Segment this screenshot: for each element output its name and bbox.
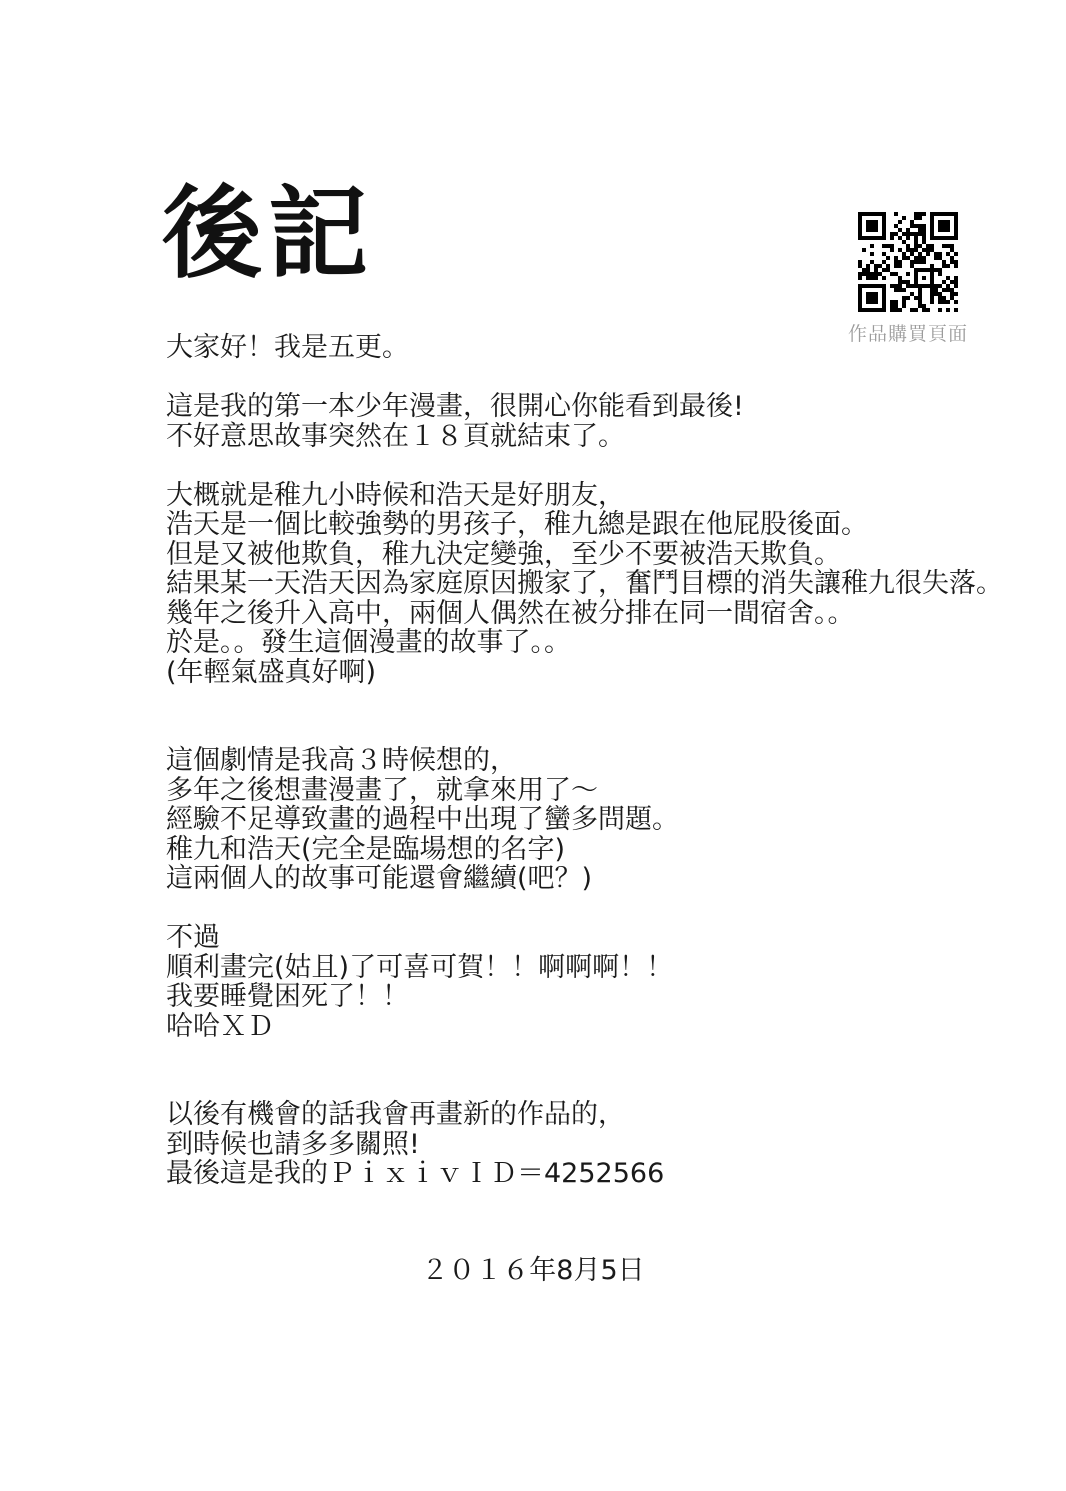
paragraph [166,333,1006,363]
qr-caption: 作品購買頁面 [847,323,968,345]
paragraph [166,392,1006,451]
text-line: 稚九和浩天(完全是臨場想的名字) [166,833,566,865]
text-line: (年輕氣盛真好啊) [166,656,377,688]
qr-block [843,212,973,346]
text-line: 順利畫完(姑且)了可喜可賀！！啊啊啊！！ [166,951,674,983]
afterword-text [166,333,1006,1189]
paragraph [166,923,1006,1041]
text-line: 經驗不足導致畫的過程中出現了蠻多問題。 [166,804,679,835]
text-line: 最後這是我的ＰｉｘｉｖＩＤ＝4252566 [166,1158,665,1189]
text-line: 浩天是一個比較強勢的男孩子，稚九總是跟在他屁股後面。 [166,509,868,540]
page-title: 後記 [162,174,374,292]
text-line: 大家好！我是五更。 [166,332,409,363]
text-line: 以後有機會的話我會再畫新的作品的， [166,1099,625,1130]
paragraph [166,481,1006,688]
qr-code [858,212,958,312]
text-line: 幾年之後升入高中，兩個人偶然在被分排在同一間宿舍。。 [166,597,855,629]
text-line: 我要睡覺困死了！！ [166,981,409,1012]
text-line: 這是我的第一本少年漫畫，很開心你能看到最後! [166,391,744,422]
text-line: 但是又被他欺負，稚九決定變強，至少不要被浩天欺負。 [166,538,841,570]
text-line: 不過 [166,922,220,953]
text-line: 到時候也請多多關照! [166,1128,420,1160]
paragraph [166,1100,1006,1189]
text-line: 這個劇情是我高３時候想的， [166,745,517,776]
paragraph [166,746,1006,894]
text-line: 大概就是稚九小時候和浩天是好朋友， [166,479,625,511]
text-line: 這兩個人的故事可能還會繼續(吧？) [166,863,593,894]
text-line: 哈哈ＸＤ [166,1010,274,1042]
text-line: 於是。。發生這個漫畫的故事了。。 [166,627,571,658]
text-line: 結果某一天浩天因為家庭原因搬家了，奮鬥目標的消失讓稚九很失落。 [166,568,1003,599]
text-line: 不好意思故事突然在１８頁就結束了。 [166,420,625,452]
text-line: 多年之後想畫漫畫了，就拿來用了～ [166,774,598,806]
date-line: ２０１６年8月5日 [421,1255,645,1286]
